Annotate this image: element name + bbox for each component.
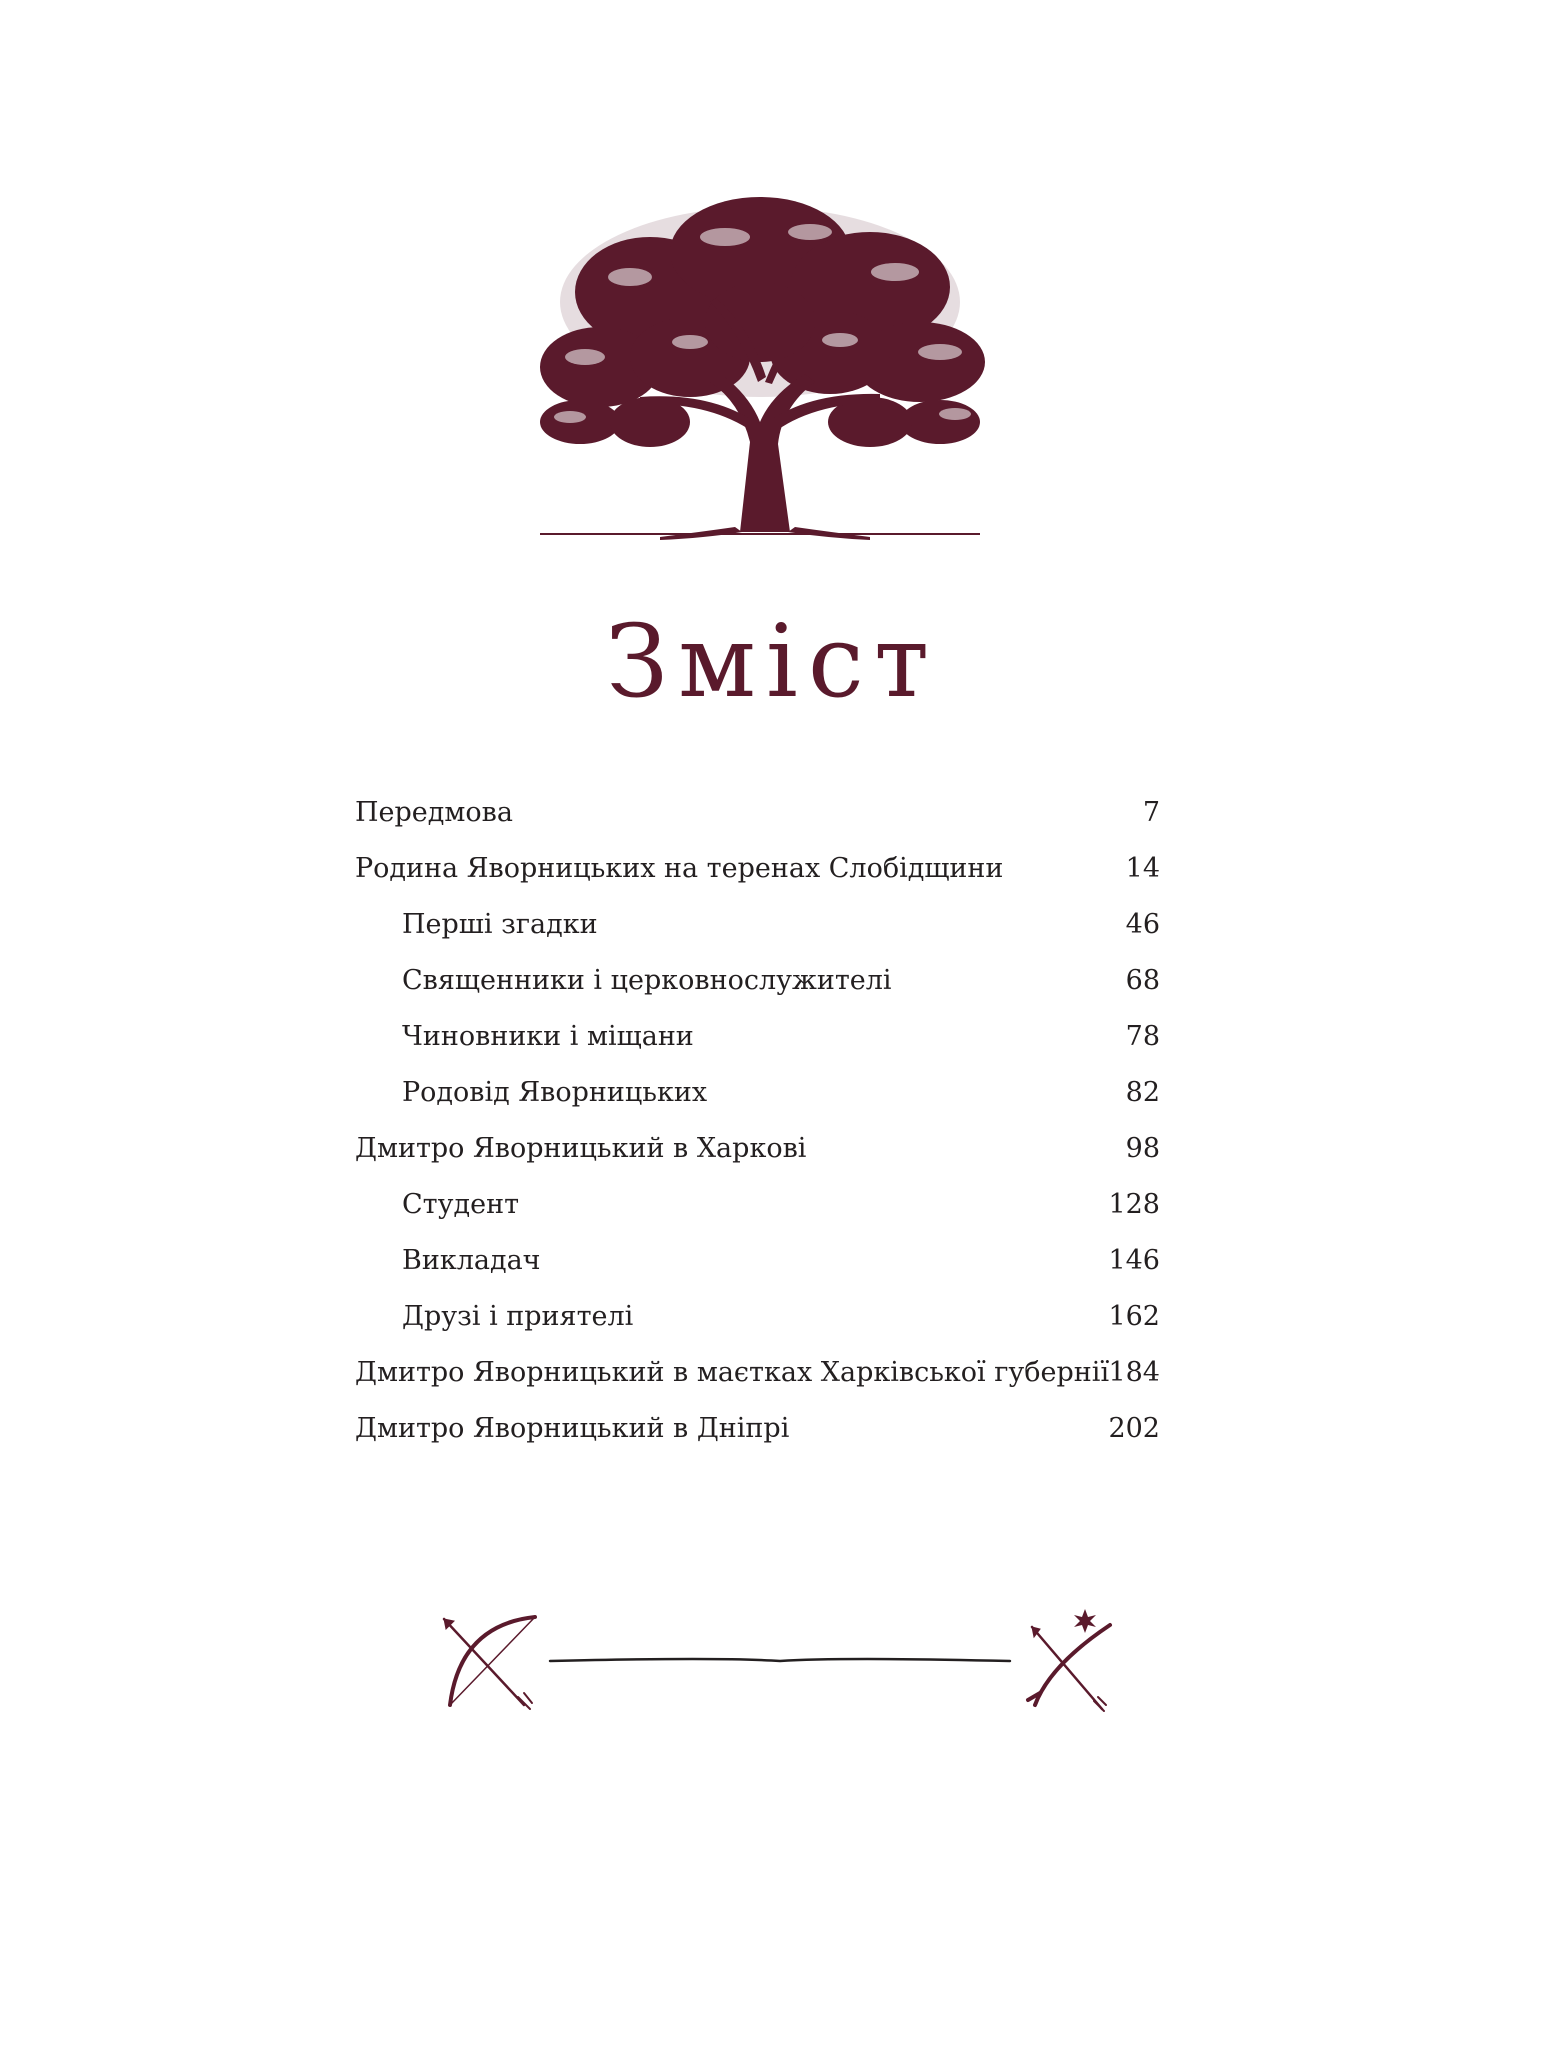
bottom-ornament (440, 1605, 1120, 1715)
toc-entry-title: Перші згадки (402, 909, 598, 940)
toc-entry-page: 78 (1125, 1021, 1160, 1052)
toc-entry-page: 184 (1108, 1357, 1160, 1388)
toc-subentry[interactable] (355, 1289, 1210, 1345)
table-of-contents (355, 785, 1210, 1457)
toc-entry-page: 14 (1125, 853, 1160, 884)
toc-subentry[interactable] (355, 1009, 1210, 1065)
toc-entry[interactable] (355, 1345, 1210, 1401)
toc-entry-page: 162 (1108, 1301, 1160, 1332)
toc-subentry[interactable] (355, 1177, 1210, 1233)
toc-entry-title: Викладач (402, 1245, 541, 1276)
toc-entry-page: 128 (1108, 1189, 1160, 1220)
horizontal-rule (550, 1659, 1010, 1661)
crossed-sabre-arrow-star-icon (1028, 1609, 1110, 1711)
toc-entry-page: 7 (1142, 797, 1160, 828)
toc-entry-page: 146 (1108, 1245, 1160, 1276)
toc-entry-title: Родовід Яворницьких (402, 1077, 708, 1108)
toc-entry-page: 82 (1125, 1077, 1160, 1108)
toc-entry-page: 46 (1125, 909, 1160, 940)
toc-subentry[interactable] (355, 1233, 1210, 1289)
toc-entry[interactable] (355, 1401, 1210, 1457)
toc-entry[interactable] (355, 841, 1210, 897)
toc-entry-page: 68 (1125, 965, 1160, 996)
toc-entry-title: Чиновники і міщани (402, 1021, 694, 1052)
toc-subentry[interactable] (355, 897, 1210, 953)
toc-entry-title: Друзі і приятелі (402, 1301, 634, 1332)
toc-entry-title: Дмитро Яворницький в Дніпрі (355, 1413, 790, 1444)
page-title: Зміст (605, 603, 940, 720)
toc-entry-page: 98 (1125, 1133, 1160, 1164)
toc-entry-title: Родина Яворницьких на теренах Слобідщини (355, 853, 1004, 884)
toc-subentry[interactable] (355, 1065, 1210, 1121)
toc-entry-title: Священники і церковнослужителі (402, 965, 892, 996)
bow-and-arrow-icon (444, 1617, 535, 1709)
toc-entry-page: 202 (1108, 1413, 1160, 1444)
toc-entry[interactable] (355, 785, 1210, 841)
oak-tree-illustration (510, 182, 1010, 542)
toc-entry-title: Передмова (355, 797, 513, 828)
toc-entry[interactable] (355, 1121, 1210, 1177)
toc-entry-title: Студент (402, 1189, 520, 1220)
toc-entry-title: Дмитро Яворницький в Харкові (355, 1133, 807, 1164)
toc-entry-title: Дмитро Яворницький в маєтках Харківської губернії (355, 1357, 1110, 1388)
toc-subentry[interactable] (355, 953, 1210, 1009)
